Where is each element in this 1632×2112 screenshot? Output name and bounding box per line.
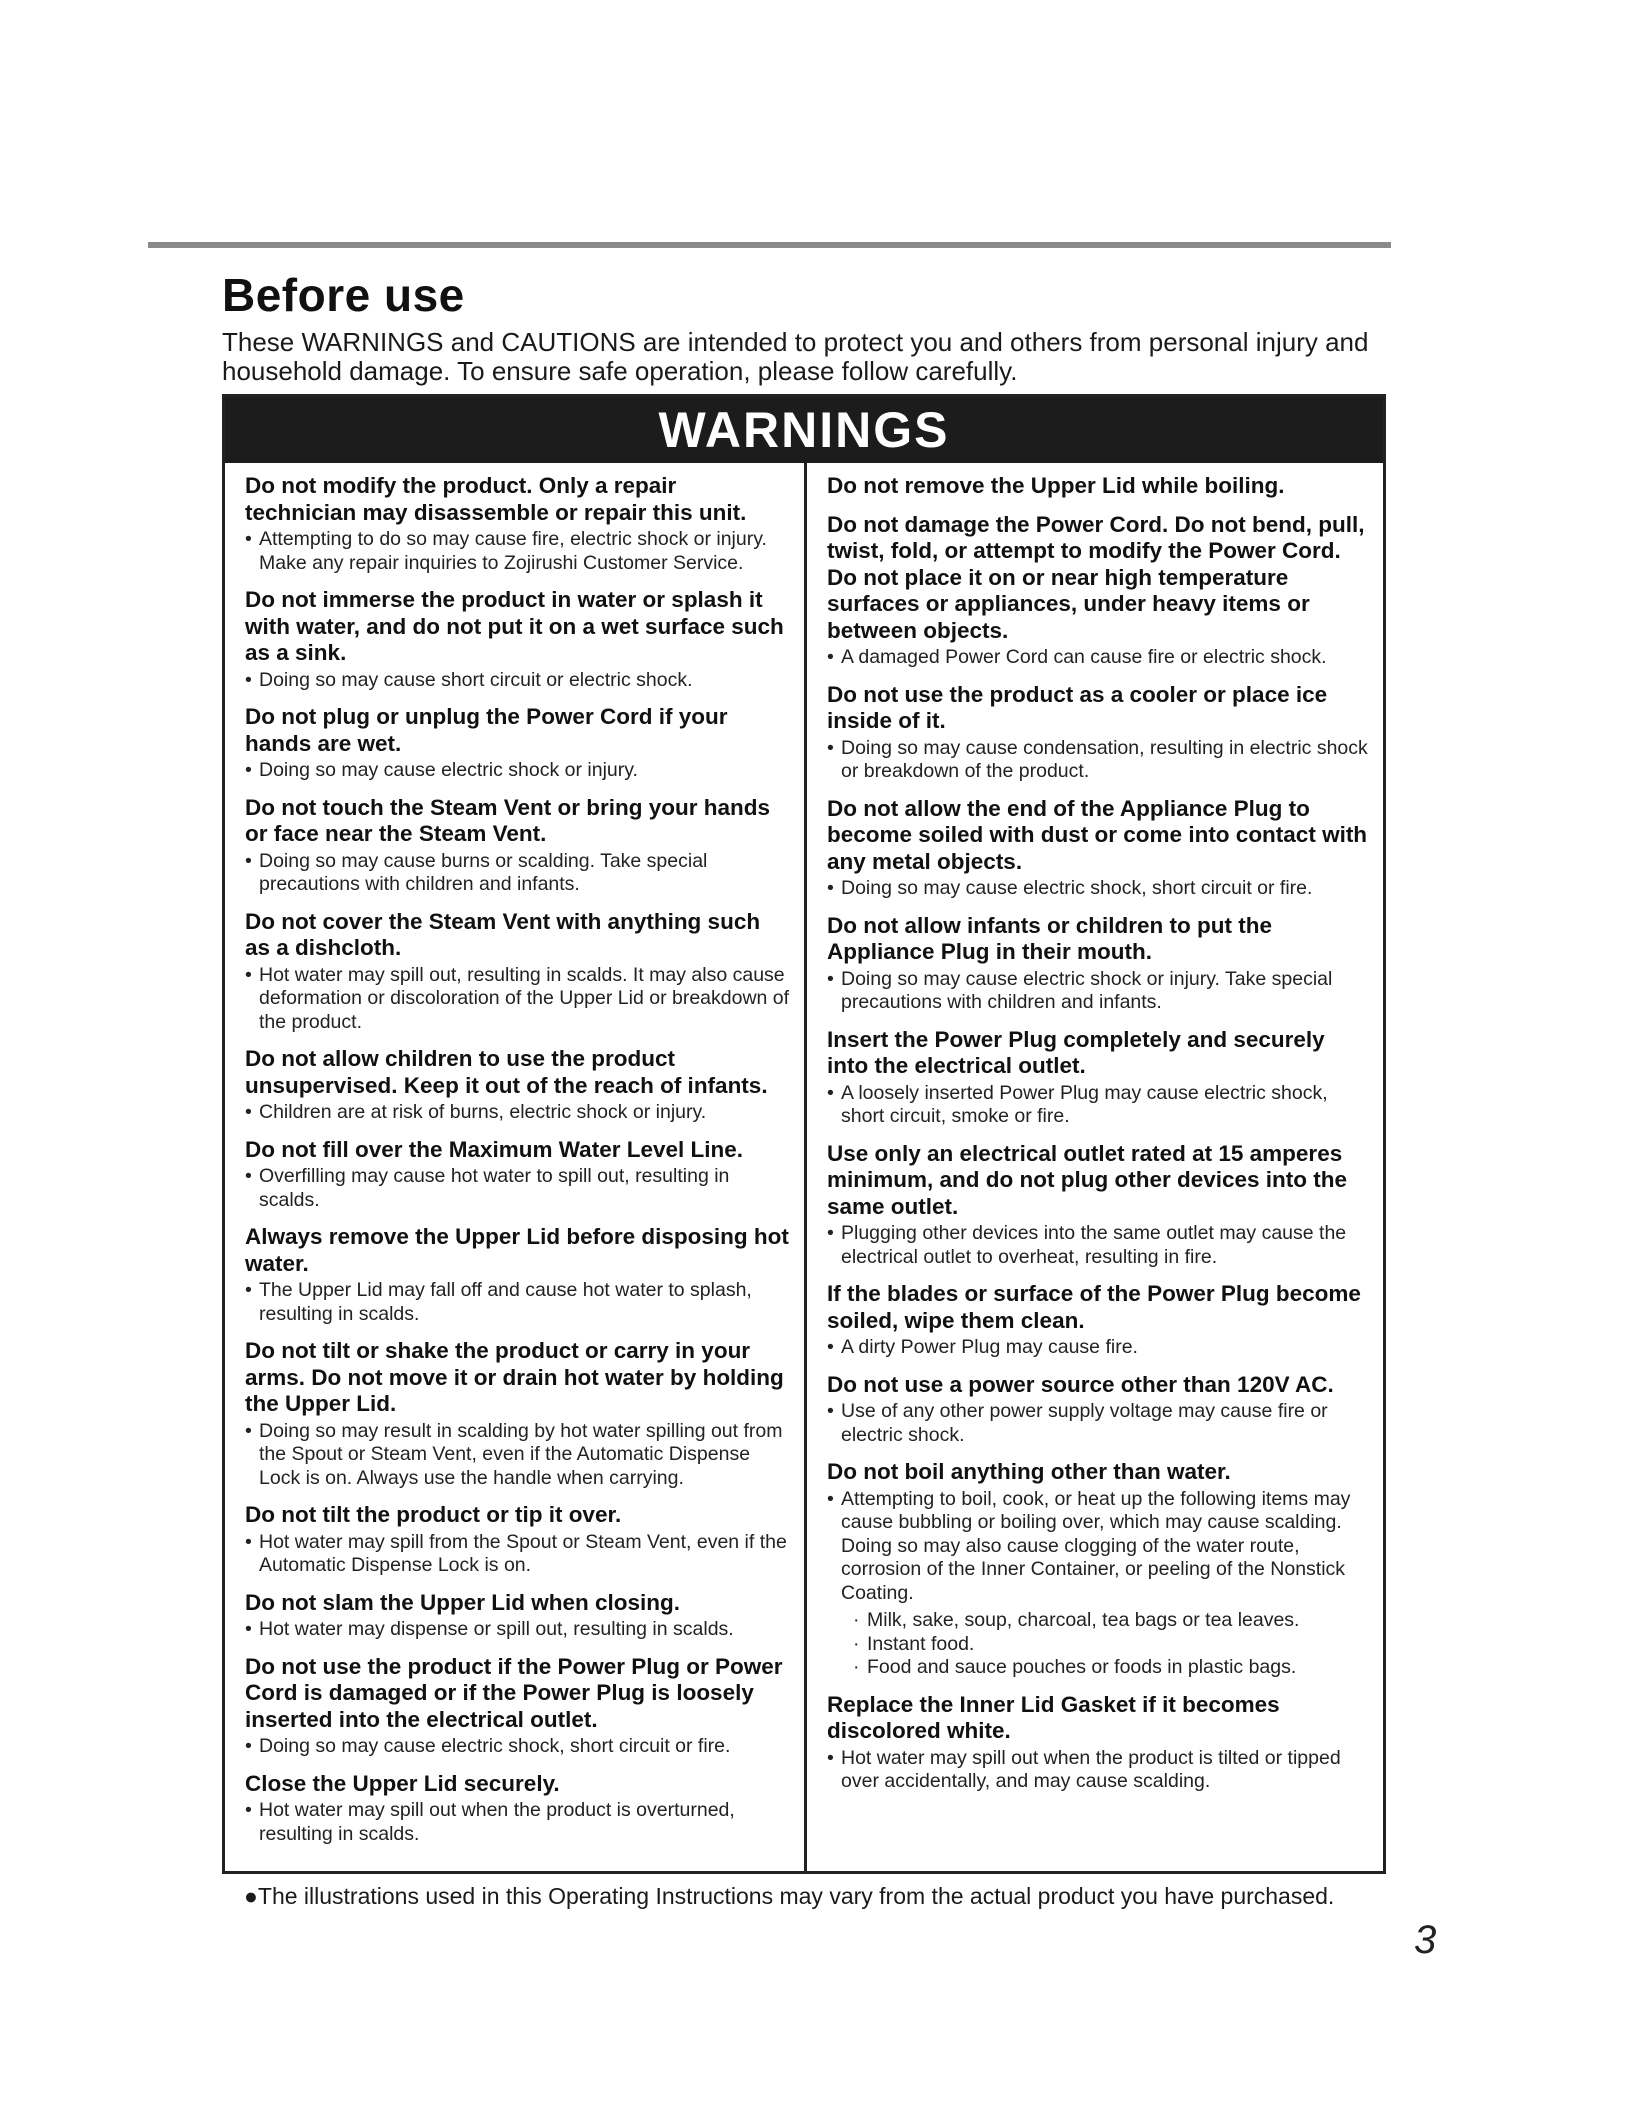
warning-note: • Use of any other power supply voltage may cause fire or electric shock. [827,1400,1369,1447]
warning-item [245,1654,790,1759]
warning-title: Do not allow infants or children to put the Appliance Plug in their mouth. [827,912,1272,964]
warning-title: Do not allow the end of the Appliance Plug to become soiled with dust or come into contact with any metal objects. [827,795,1368,874]
warning-item [827,1459,1369,1680]
warning-title: Replace the Inner Lid Gasket if it becomes discolored white. [827,1691,1280,1743]
warning-note: • Attempting to boil, cook, or heat up the following items may cause bubbling or boiling over, which may cause scalding. Doing so may also cause clogging of the water route, corrosion of the Inner Container, or peeling of the Nonstick Coating. [827,1488,1369,1606]
warning-item [245,1771,790,1847]
warning-sub-item: · Milk, sake, soup, charcoal, tea bags or tea leaves. [853,1609,1369,1633]
warning-item [827,913,1369,1015]
top-rule [148,242,1391,248]
warning-item [245,704,790,783]
warning-title: Do not plug or unplug the Power Cord if your hands are wet. [245,704,728,756]
warning-item [245,1502,790,1578]
warning-title: Always remove the Upper Lid before disposing hot water. [245,1224,789,1276]
warning-sub-item: · Food and sauce pouches or foods in plastic bags. [853,1656,1369,1680]
warning-note: • Overfilling may cause hot water to spill out, resulting in scalds. [245,1165,790,1212]
warning-sub-list [827,1609,1369,1680]
warning-item [245,795,790,897]
intro-text: These WARNINGS and CAUTIONS are intended to protect you and others from personal injury and household damage. To ensure safe operation, please follow carefully. [222,327,1369,386]
warning-note: • Doing so may cause electric shock, short circuit or fire. [245,1735,790,1759]
warning-title: Do not allow children to use the product unsupervised. Keep it out of the reach of infants. [245,1046,768,1098]
warning-item [827,796,1369,901]
warning-item [245,1590,790,1642]
warning-item [245,1338,790,1490]
warning-title: Do not cover the Steam Vent with anything such as a dishcloth. [245,908,761,960]
warning-note: • Hot water may spill out, resulting in scalds. It may also cause deformation or discoloration of the Upper Lid or breakdown of the product. [245,964,790,1035]
warning-item [827,1372,1369,1448]
warning-note: • Plugging other devices into the same outlet may cause the electrical outlet to overheat, resulting in fire. [827,1222,1369,1269]
warning-title: Do not modify the product. Only a repair technician may disassemble or repair this unit. [245,473,747,525]
warning-title: Use only an electrical outlet rated at 15 amperes minimum, and do not plug other devices into the same outlet. [827,1140,1348,1219]
warning-title: Do not use the product as a cooler or place ice inside of it. [827,681,1328,733]
warning-item [827,1692,1369,1794]
warning-note: • Doing so may cause electric shock or injury. [245,759,790,783]
warning-item [245,473,790,575]
warning-note: • Doing so may result in scalding by hot water spilling out from the Spout or Steam Vent, even if the Automatic Dispense Lock is on. Always use the handle when carrying. [245,1420,790,1491]
warning-item [827,682,1369,784]
warning-note: • The Upper Lid may fall off and cause hot water to splash, resulting in scalds. [245,1279,790,1326]
warnings-box [222,394,1386,1874]
page-number: 3 [1414,1918,1437,1962]
warning-note: • Doing so may cause condensation, resulting in electric shock or breakdown of the product. [827,737,1369,784]
warning-title: Close the Upper Lid securely. [245,1770,560,1796]
warning-note: • Doing so may cause burns or scalding. Take special precautions with children and infants. [245,850,790,897]
warning-title: Do not immerse the product in water or splash it with water, and do not put it on a wet surface such as a sink. [245,587,784,665]
warning-note: • Hot water may spill out when the product is tilted or tipped over accidentally, and may cause scalding. [827,1747,1369,1794]
warning-title: Do not touch the Steam Vent or bring your hands or face near the Steam Vent. [245,794,771,846]
warning-note: • Hot water may spill from the Spout or Steam Vent, even if the Automatic Dispense Lock is on. [245,1531,790,1578]
warning-note: • A loosely inserted Power Plug may cause electric shock, short circuit, smoke or fire. [827,1082,1369,1129]
warning-title: Do not fill over the Maximum Water Level Line. [245,1136,743,1162]
warning-note: • Doing so may cause electric shock or injury. Take special precautions with children and infants. [827,968,1369,1015]
warning-item [827,1141,1369,1270]
warnings-columns [225,463,1383,1871]
warning-title: Do not tilt or shake the product or carry in your arms. Do not move it or drain hot water by holding the Upper Lid. [245,1338,784,1416]
warning-note: • A dirty Power Plug may cause fire. [827,1336,1369,1360]
warning-title: Do not tilt the product or tip it over. [245,1502,622,1527]
warnings-heading: WARNINGS [225,397,1383,463]
illustration-footnote: ●The illustrations used in this Operating Instructions may vary from the actual product you have purchased. [244,1883,1335,1909]
warnings-right-column [807,463,1383,1871]
warning-item [245,1046,790,1125]
warning-note: • Children are at risk of burns, electric shock or injury. [245,1101,790,1125]
warning-note: • Hot water may spill out when the product is overturned, resulting in scalds. [245,1799,790,1846]
warning-item [245,1224,790,1326]
warning-title: Insert the Power Plug completely and securely into the electrical outlet. [827,1026,1325,1078]
warning-item [245,1137,790,1213]
warning-note: • A damaged Power Cord can cause fire or electric shock. [827,646,1369,670]
warning-note: • Hot water may dispense or spill out, resulting in scalds. [245,1618,790,1642]
warning-note: • Doing so may cause short circuit or electric shock. [245,669,790,693]
page-title: Before use [222,269,465,321]
warning-title: Do not damage the Power Cord. Do not bend, pull, twist, fold, or attempt to modify the Power Cord. Do not place it on or near high temperature surfaces or appliances, under heavy items or between objects. [827,511,1365,643]
warning-title: Do not use a power source other than 120V AC. [827,1371,1334,1397]
warning-note: • Attempting to do so may cause fire, electric shock or injury. Make any repair inquiries to Zojirushi Customer Service. [245,528,790,575]
warning-item [245,909,790,1035]
warning-title: Do not remove the Upper Lid while boiling. [827,473,1285,498]
warning-item [827,473,1369,500]
warning-item [245,587,790,692]
warning-title: If the blades or surface of the Power Plug become soiled, wipe them clean. [827,1281,1361,1333]
warning-title: Do not boil anything other than water. [827,1459,1231,1484]
warning-item [827,1281,1369,1360]
warning-title: Do not use the product if the Power Plug or Power Cord is damaged or if the Power Plug is loosely inserted into the electrical outlet. [245,1653,783,1732]
warning-item [827,1027,1369,1129]
warnings-left-column [225,463,807,1871]
warning-title: Do not slam the Upper Lid when closing. [245,1589,681,1615]
warning-item [827,512,1369,670]
warning-sub-item: · Instant food. [853,1633,1369,1657]
warning-note: • Doing so may cause electric shock, short circuit or fire. [827,877,1369,901]
